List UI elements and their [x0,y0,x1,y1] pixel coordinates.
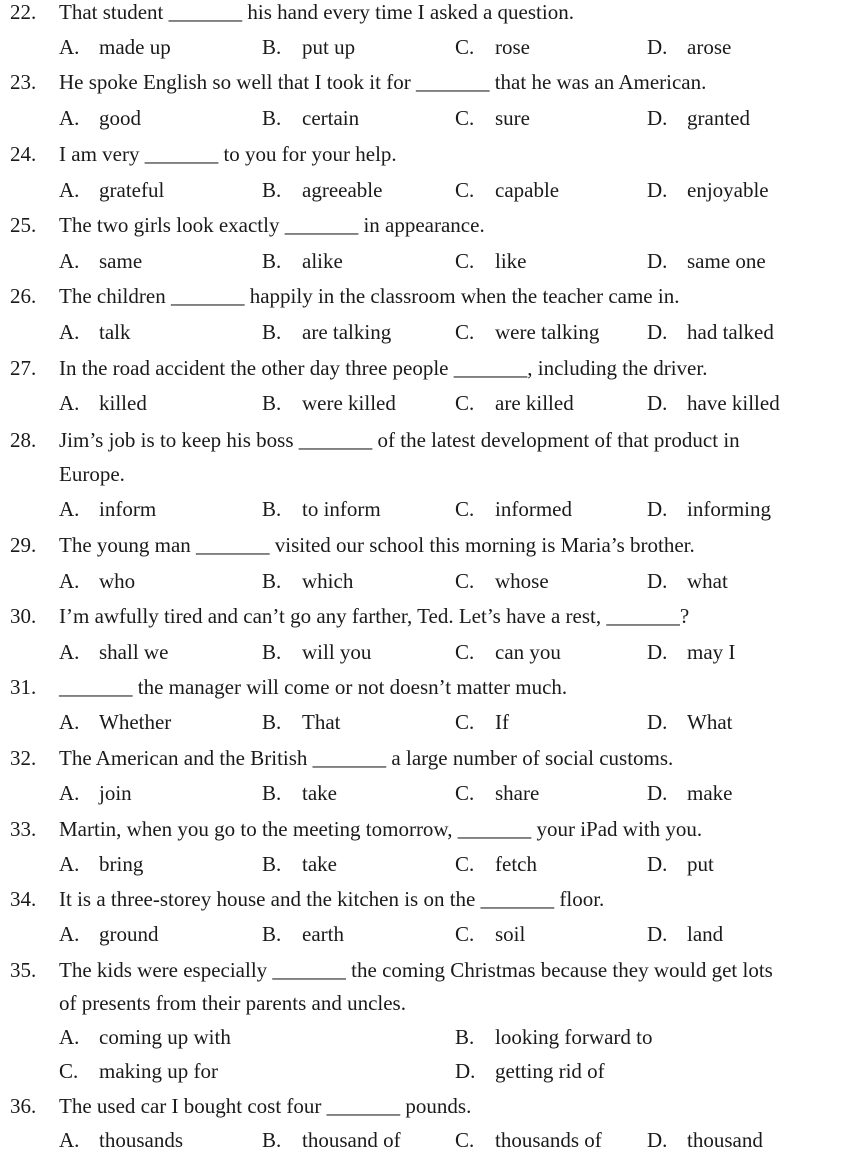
option-c[interactable]: C. whose [455,569,549,593]
options-row [0,571,850,601]
options-row [0,854,850,884]
question-text: The two girls look exactly _______ in appearance. [59,213,485,237]
question-number: 25. [10,213,37,237]
option-a[interactable]: A. thousands [59,1128,183,1152]
question-stem [0,606,850,636]
options-row [0,712,850,742]
option-b[interactable]: B. are talking [262,320,392,344]
option-d[interactable]: D. land [647,922,724,946]
option-c[interactable]: C. were talking [455,320,600,344]
option-d[interactable]: D. informing [647,497,771,521]
question-stem [0,2,850,32]
question-stem [0,358,850,388]
option-d[interactable]: D. had talked [647,320,774,344]
option-d[interactable]: D. What [647,710,733,734]
options-row [0,642,850,672]
question-number: 31. [10,675,37,699]
option-a[interactable]: A. bring [59,852,144,876]
option-a[interactable]: A. join [59,781,132,805]
question-number: 32. [10,746,37,770]
question-text: That student _______ his hand every time I asked a question. [59,0,574,24]
question-stem [0,215,850,245]
option-b[interactable]: B. certain [262,106,360,130]
options-row [0,499,850,529]
option-d[interactable]: D. getting rid of [455,1059,605,1083]
option-d[interactable]: D. what [647,569,728,593]
question-text: Jim’s job is to keep his boss _______ of the latest development of that product in [59,428,740,452]
option-d[interactable]: D. have killed [647,391,780,415]
option-b[interactable]: B. thousand of [262,1128,401,1152]
option-b[interactable]: B. to inform [262,497,381,521]
question-text: _______ the manager will come or not doesn’t matter much. [59,675,568,699]
question-number: 22. [10,0,37,24]
option-c[interactable]: C. making up for [59,1059,218,1083]
question-text: The used car I bought cost four _______ pounds. [59,1094,472,1118]
option-d[interactable]: D. enjoyable [647,178,769,202]
option-b[interactable]: B. will you [262,640,372,664]
options-row [0,1027,850,1057]
option-d[interactable]: D. thousand [647,1128,763,1152]
question-number: 29. [10,533,37,557]
question-stem [0,889,850,919]
question-stem [0,72,850,102]
question-number: 28. [10,428,37,452]
option-d[interactable]: D. make [647,781,733,805]
question-number: 27. [10,356,37,380]
option-a[interactable]: A. same [59,249,143,273]
option-a[interactable]: A. who [59,569,136,593]
options-row [0,393,850,423]
option-c[interactable]: C. share [455,781,540,805]
option-c[interactable]: C. capable [455,178,560,202]
options-row [0,251,850,281]
options-row [0,108,850,138]
options-row [0,1130,850,1160]
question-number: 26. [10,284,37,308]
question-stem [0,535,850,565]
question-text: Martin, when you go to the meeting tomorrow, _______ your iPad with you. [59,817,703,841]
option-b[interactable]: B. put up [262,35,356,59]
options-row [0,783,850,813]
option-a[interactable]: A. killed [59,391,147,415]
option-c[interactable]: C. sure [455,106,530,130]
option-b[interactable]: B. looking forward to [455,1025,653,1049]
option-a[interactable]: A. coming up with [59,1025,231,1049]
question-stem [0,1096,850,1126]
option-c[interactable]: C. If [455,710,509,734]
question-text: It is a three-storey house and the kitchen is on the _______ floor. [59,887,605,911]
question-text: The children _______ happily in the classroom when the teacher came in. [59,284,680,308]
question-number: 35. [10,958,37,982]
option-d[interactable]: D. same one [647,249,766,273]
question-text: I am very _______ to you for your help. [59,142,397,166]
options-row [0,322,850,352]
question-stem [0,144,850,174]
option-d[interactable]: D. granted [647,106,750,130]
option-b[interactable]: B. That [262,710,341,734]
question-text: The young man _______ visited our school this morning is Maria’s brother. [59,533,695,557]
option-b[interactable]: B. take [262,781,337,805]
option-b[interactable]: B. which [262,569,354,593]
question-text-continued: of presents from their parents and uncles. [59,991,406,1015]
question-text: The American and the British _______ a large number of social customs. [59,746,674,770]
option-c[interactable]: C. fetch [455,852,537,876]
option-a[interactable]: A. ground [59,922,159,946]
question-stem [0,677,850,707]
option-c[interactable]: C. rose [455,35,530,59]
question-number: 30. [10,604,37,628]
question-number: 33. [10,817,37,841]
question-text: I’m awfully tired and can’t go any farther, Ted. Let’s have a rest, _______? [59,604,690,628]
option-c[interactable]: C. soil [455,922,526,946]
question-number: 36. [10,1094,37,1118]
question-stem [0,960,850,990]
option-c[interactable]: C. informed [455,497,572,521]
option-b[interactable]: B. alike [262,249,343,273]
option-d[interactable]: D. may I [647,640,736,664]
option-b[interactable]: B. take [262,852,337,876]
option-d[interactable]: D. put [647,852,714,876]
option-a[interactable]: A. Whether [59,710,172,734]
option-a[interactable]: A. inform [59,497,157,521]
question-number: 34. [10,887,37,911]
option-a[interactable]: A. grateful [59,178,165,202]
question-stem [0,748,850,778]
option-c[interactable]: C. can you [455,640,561,664]
option-b[interactable]: B. were killed [262,391,396,415]
option-a[interactable]: A. made up [59,35,171,59]
option-c[interactable]: C. thousands of [455,1128,602,1152]
option-b[interactable]: B. agreeable [262,178,383,202]
option-a[interactable]: A. shall we [59,640,169,664]
option-c[interactable]: C. like [455,249,527,273]
question-stem [0,430,850,460]
options-row [0,180,850,210]
options-row [0,1061,850,1091]
options-row [0,37,850,67]
question-text: In the road accident the other day three people _______, including the driver. [59,356,708,380]
option-a[interactable]: A. talk [59,320,131,344]
option-a[interactable]: A. good [59,106,141,130]
question-text: The kids were especially _______ the coming Christmas because they would get lots [59,958,773,982]
option-c[interactable]: C. are killed [455,391,574,415]
option-b[interactable]: B. earth [262,922,344,946]
question-number: 23. [10,70,37,94]
question-text: He spoke English so well that I took it for _______ that he was an American. [59,70,707,94]
question-stem [0,819,850,849]
question-number: 24. [10,142,37,166]
question-text-continued: Europe. [59,462,125,486]
option-d[interactable]: D. arose [647,35,732,59]
question-stem [0,286,850,316]
options-row [0,924,850,954]
